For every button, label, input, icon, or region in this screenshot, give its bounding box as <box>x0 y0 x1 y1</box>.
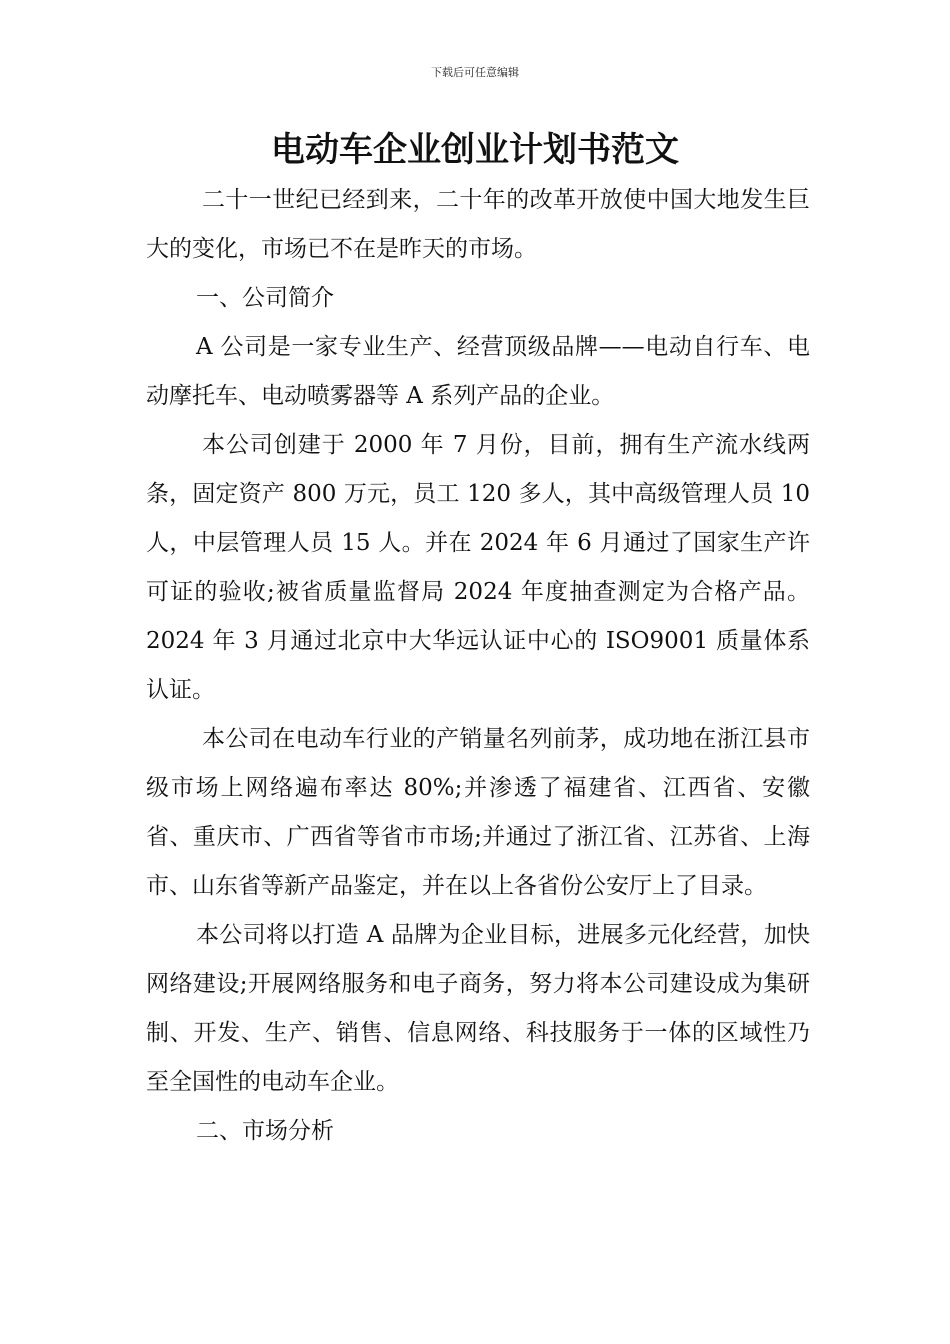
document-body <box>146 176 810 1156</box>
paragraph-intro: 二十一世纪已经到来，二十年的改革开放使中国大地发生巨大的变化，市场已不在是昨天的市场。 <box>146 187 810 262</box>
paragraph-market-position: 本公司在电动车行业的产销量名列前茅，成功地在浙江县市级市场上网络遍布率达 80%;并渗透了福建省、江西省、安徽省、重庆市、广西省等省市市场;并通过了浙江省、江苏省、上海市、山东省等新产品鉴定，并在以上各省份公安厅上了目录。 <box>146 726 810 899</box>
header-note: 下载后可任意编辑 <box>431 66 519 79</box>
section-heading-company: 一、公司简介 <box>196 285 334 311</box>
document-title: 电动车企业创业计划书范文 <box>271 130 679 170</box>
paragraph-company-overview: A 公司是一家专业生产、经营顶级品牌——电动自行车、电动摩托车、电动喷雾器等 A 系列产品的企业。 <box>146 334 810 409</box>
paragraph-company-goals: 本公司将以打造 A 品牌为企业目标，进展多元化经营，加快网络建设;开展网络服务和电子商务，努力将本公司建设成为集研制、开发、生产、销售、信息网络、科技服务于一体的区域性乃至全国性的电动车企业。 <box>146 922 810 1095</box>
section-heading-market: 二、市场分析 <box>196 1118 334 1144</box>
paragraph-company-history: 本公司创建于 2000 年 7 月份，目前，拥有生产流水线两条，固定资产 800 万元，员工 120 多人，其中高级管理人员 10 人，中层管理人员 15 人。并在 2024 年 6 月通过了国家生产许可证的验收;被省质量监督局 2024 年度抽查测定为合格产品。2024 年 3 月通过北京中大华远认证中心的 ISO9001 质量体系认证。 <box>146 432 810 703</box>
